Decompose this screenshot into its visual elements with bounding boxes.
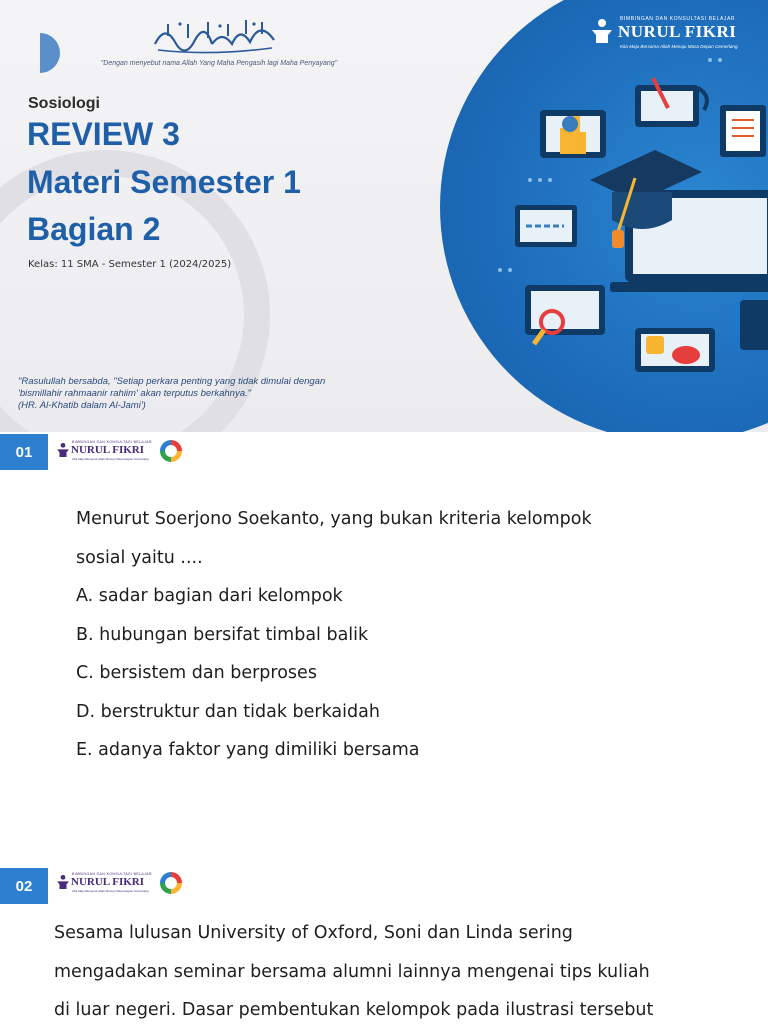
question-body (76, 500, 592, 770)
question-slide-01 (0, 432, 768, 864)
logo-name: NURUL FIKRI (71, 876, 145, 888)
question-number-badge: 01 (0, 434, 48, 470)
question-stem-line: di luar negeri. Dasar pembentukan kelompok pada ilustrasi tersebut (54, 1000, 654, 1020)
title-line-1: REVIEW 3 (27, 116, 180, 152)
hadith-quote (18, 376, 363, 412)
answer-option-a: A. sadar bagian dari kelompok (76, 586, 343, 606)
half-circle-mark (40, 33, 60, 73)
subject-label: Sosiologi (28, 95, 100, 112)
person-logo-icon (56, 873, 70, 891)
logo-tagline-top: BIMBINGAN DAN KONSULTASI BELAJAR (72, 872, 152, 876)
question-number-badge: 02 (0, 868, 48, 904)
brand-name: NURUL FIKRI (618, 22, 737, 41)
phone-chat-icon (635, 328, 715, 372)
colorful-emblem-icon (158, 870, 184, 896)
window-icon (515, 205, 577, 247)
question-slide-02 (0, 866, 768, 1024)
magnifier-monitor-icon (525, 285, 605, 344)
cover-slide (0, 0, 768, 432)
logo-tagline-top: BIMBINGAN DAN KONSULTASI BELAJAR (72, 440, 152, 444)
basmala-calligraphy-icon (150, 14, 280, 58)
basmala-caption: "Dengan menyebut nama Allah Yang Maha Pengasih lagi Maha Penyayang" (100, 60, 338, 67)
brand-tagline-bottom: Kita Maju Bersama Allah Menuju Masa Depan Cemerlang (620, 44, 738, 49)
answer-option-d: D. berstruktur dan tidak berkaidah (76, 701, 380, 722)
question-body (54, 914, 653, 1024)
nurul-fikri-mini-logo (56, 870, 186, 898)
nurul-fikri-logo (590, 16, 760, 56)
question-stem-line: sosial yaitu .... (76, 547, 203, 568)
hadith-line: (HR. Al-Khatib dalam Al-Jami') (18, 399, 146, 411)
tablet-pencil-icon (635, 78, 707, 127)
colorful-emblem-icon (158, 438, 184, 464)
question-stem-line: Menurut Soerjono Soekanto, yang bukan kriteria kelompok (76, 509, 592, 529)
logo-name: NURUL FIKRI (71, 444, 145, 456)
logo-tagline-bottom: Kita Maju Bersama Allah Menuju Masa Depan Cemerlang (72, 889, 149, 893)
education-illustration (440, 0, 768, 432)
class-info: Kelas: 11 SMA - Semester 1 (2024/2025) (28, 259, 232, 270)
edge-monitor-icon (740, 300, 768, 350)
answer-option-c: C. bersistem dan berproses (76, 663, 317, 683)
person-logo-icon (56, 441, 70, 459)
nurul-fikri-mini-logo (56, 438, 186, 466)
logo-tagline-bottom: Kita Maju Bersama Allah Menuju Masa Depan Cemerlang (72, 457, 149, 461)
title-line-3: Bagian 2 (27, 211, 161, 247)
question-stem-line: mengadakan seminar bersama alumni lainnya mengenai tips kuliah (54, 961, 650, 982)
answer-option-b: B. hubungan bersifat timbal balik (76, 624, 369, 645)
brand-tagline-top: BIMBINGAN DAN KONSULTASI BELAJAR (620, 16, 736, 22)
monitor-hand-icon (540, 110, 606, 158)
hadith-line: "Rasulullah bersabda, "Setiap perkara penting yang tidak dimulai dengan (18, 376, 326, 387)
hadith-line: 'bismillahir rahmaanir rahiim' akan terputus berkahnya." (18, 387, 251, 399)
book-icon (720, 105, 766, 157)
answer-option-e: E. adanya faktor yang dimiliki bersama (76, 740, 420, 760)
question-stem-line: Sesama lulusan University of Oxford, Soni dan Linda sering (54, 923, 573, 943)
title-line-2: Materi Semester 1 (27, 164, 301, 200)
person-logo-icon (590, 18, 614, 44)
